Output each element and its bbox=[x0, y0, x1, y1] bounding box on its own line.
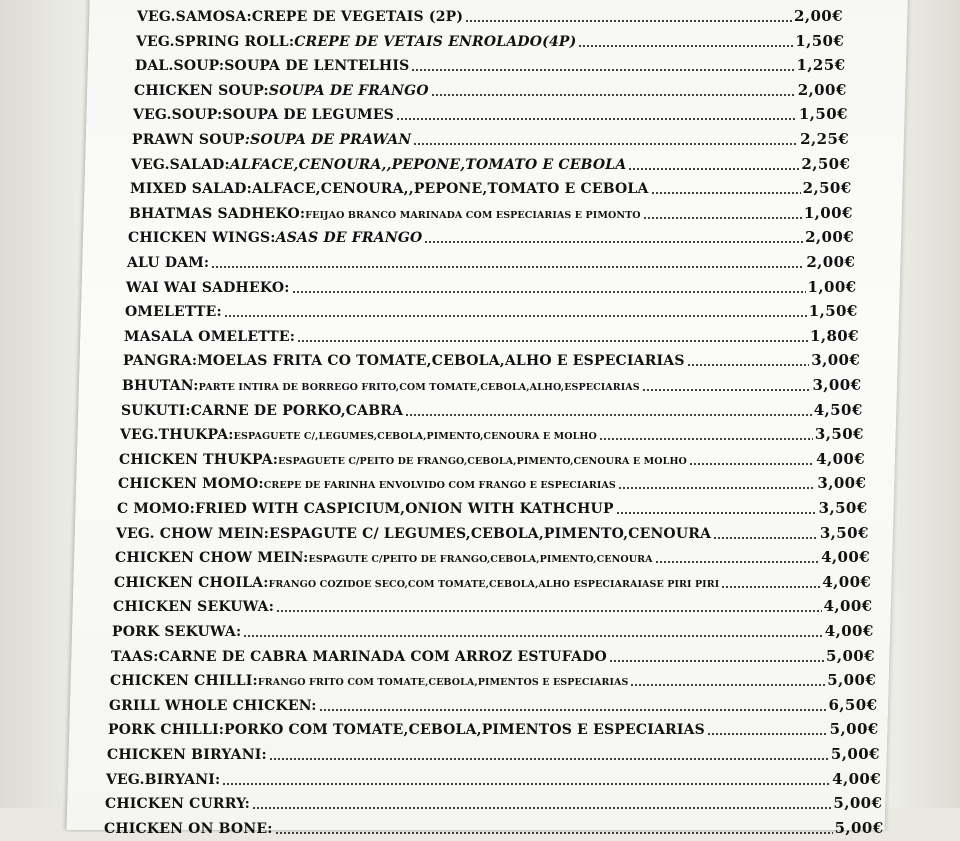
menu-item-price: 4,00€ bbox=[832, 769, 882, 788]
menu-item-row bbox=[118, 471, 866, 495]
dotted-leader bbox=[276, 610, 821, 612]
dotted-leader bbox=[275, 832, 833, 834]
menu-item-description: CARNE DE CABRA MARINADA COM ARROZ ESTUFADO bbox=[158, 648, 607, 665]
menu-item-row bbox=[120, 422, 864, 446]
menu-item-price: 1,50€ bbox=[795, 31, 845, 50]
menu-item-description: FRANGO FRITO COM TOMATE,CEBOLA,PIMENTOS E ESPECIARIAS bbox=[257, 677, 629, 689]
menu-item-name: PANGRA: bbox=[123, 353, 198, 370]
menu-item-row bbox=[107, 742, 880, 766]
menu-item-row bbox=[133, 102, 848, 126]
menu-item-row bbox=[119, 447, 865, 471]
menu-item-price: 1,00€ bbox=[803, 203, 853, 222]
menu-item-description: CARNE DE PORKO,CABRA bbox=[190, 402, 404, 419]
menu-item-price: 3,00€ bbox=[817, 474, 867, 493]
menu-item-price: 4,00€ bbox=[821, 548, 871, 567]
dotted-leader bbox=[413, 143, 798, 145]
dotted-leader bbox=[431, 94, 796, 96]
menu-item-description: ALFACE,CENOURA,,PEPONE,TOMATO E CEBOLA bbox=[251, 181, 649, 198]
dotted-leader bbox=[269, 758, 829, 760]
menu-item-row bbox=[131, 152, 850, 176]
menu-item-price: 5,00€ bbox=[829, 720, 879, 739]
menu-item-price: 5,00€ bbox=[834, 818, 884, 837]
menu-item-row bbox=[124, 324, 859, 348]
menu-item-description: ESPAGUETE C/,LEGUMES,CEBOLA,PIMENTO,CENOURA E MOLHO bbox=[233, 431, 597, 443]
menu-item-row bbox=[104, 816, 884, 840]
dotted-leader bbox=[252, 807, 831, 809]
menu-item-row bbox=[136, 29, 844, 53]
dotted-leader bbox=[411, 69, 794, 71]
menu-item-name: WAI WAI SADHEKO: bbox=[126, 279, 290, 296]
menu-item-name: DAL.SOUP: bbox=[135, 58, 225, 75]
menu-item-row bbox=[130, 176, 852, 200]
dotted-leader bbox=[578, 45, 793, 47]
menu-item-name: VEG.BIRYANI: bbox=[106, 771, 221, 788]
dotted-leader bbox=[628, 168, 799, 170]
menu-item-price: 2,00€ bbox=[794, 7, 843, 25]
menu-item-price: 6,50€ bbox=[828, 695, 878, 714]
menu-item-row bbox=[132, 127, 849, 151]
menu-item-name: PRAWN SOUP bbox=[132, 132, 245, 148]
menu-item-price: 1,00€ bbox=[807, 277, 857, 296]
menu-item-name: C MOMO: bbox=[117, 501, 195, 517]
dotted-leader bbox=[297, 340, 808, 342]
menu-item-price: 4,00€ bbox=[816, 449, 866, 468]
menu-item-price: 1,80€ bbox=[810, 326, 859, 345]
dotted-leader bbox=[396, 118, 797, 120]
dotted-leader bbox=[465, 20, 792, 22]
menu-item-name: SUKUTI: bbox=[121, 402, 191, 419]
menu-item-row bbox=[109, 693, 877, 717]
menu-item-row bbox=[125, 299, 858, 323]
menu-item-price: 3,50€ bbox=[819, 523, 869, 542]
menu-item-row bbox=[128, 225, 854, 249]
menu-item-price: 2,00€ bbox=[805, 228, 855, 247]
menu-item-price: 3,50€ bbox=[818, 499, 868, 517]
menu-item-price: 4,50€ bbox=[813, 400, 863, 419]
menu-item-name: BHUTAN: bbox=[122, 378, 199, 394]
dotted-leader bbox=[713, 537, 818, 539]
menu-item-name: PORK CHILLI: bbox=[108, 722, 225, 739]
menu-item-price: 5,00€ bbox=[827, 671, 877, 690]
menu-item-name: CHICKEN SEKUWA: bbox=[113, 599, 275, 616]
menu-item-name: CHICKEN THUKPA: bbox=[119, 451, 279, 468]
menu-item-row bbox=[122, 373, 861, 397]
menu-item-name: VEG.THUKPA: bbox=[120, 427, 234, 444]
menu-item-row bbox=[137, 4, 843, 28]
menu-item-name: CHICKEN CHILLI: bbox=[110, 673, 258, 690]
menu-item-row bbox=[111, 644, 875, 668]
menu-item-row bbox=[113, 594, 873, 618]
menu-item-row bbox=[129, 201, 853, 225]
menu-item-description: SOUPA DE LENTELHIS bbox=[224, 58, 410, 75]
menu-item-name: VEG.SOUP: bbox=[133, 107, 223, 124]
dotted-leader bbox=[707, 733, 828, 735]
menu-item-description: MOELAS FRITA CO TOMATE,CEBOLA,ALHO E ESPECIARIAS bbox=[197, 353, 685, 370]
menu-item-name: CHICKEN BIRYANI: bbox=[107, 747, 267, 763]
menu-item-price: 3,00€ bbox=[811, 351, 861, 370]
menu-item-row bbox=[127, 250, 855, 274]
menu-item-row bbox=[114, 570, 871, 594]
menu-item-description: PARTE INTIRA DE BORREGO FRITO,COM TOMATE,CEBOLA,ALHO,ESPECIARIAS bbox=[198, 382, 640, 393]
menu-item-row bbox=[108, 717, 879, 741]
menu-item-description: FRIED WITH CASPICIUM,ONION WITH KATHCHUP bbox=[194, 501, 614, 517]
menu-item-price: 4,00€ bbox=[822, 572, 872, 591]
dotted-leader bbox=[211, 266, 804, 268]
menu-item-name: OMELETTE: bbox=[125, 304, 222, 321]
dotted-leader bbox=[405, 414, 812, 416]
menu-item-row bbox=[105, 791, 882, 815]
menu-item-price: 2,00€ bbox=[806, 253, 856, 271]
menu-item-row bbox=[116, 521, 869, 545]
menu-item-price: 2,50€ bbox=[802, 179, 852, 198]
menu-item-name: CHICKEN SOUP: bbox=[134, 82, 269, 99]
menu-item-description: ESPAGUETE C/PEITO DE FRANGO,CEBOLA,PIMENTO,CENOURA E MOLHO bbox=[278, 455, 687, 467]
menu-item-description: SOUPA DE FRANGO bbox=[268, 82, 429, 99]
menu-item-description: ESPAGUTE C/PEITO DE FRANGO,CEBOLA,PIMENTO,CENOURA bbox=[308, 554, 653, 566]
dotted-leader bbox=[651, 192, 801, 194]
menu-item-price: 2,50€ bbox=[801, 154, 851, 173]
dotted-leader bbox=[689, 463, 814, 465]
menu-item-row bbox=[123, 348, 860, 372]
menu-item-row bbox=[112, 619, 874, 643]
dotted-leader bbox=[616, 512, 817, 514]
dotted-leader bbox=[630, 684, 825, 686]
menu-item-description: CREPE DE FARINHA ENVOLVIDO COM FRANGO E ESPECIARIAS bbox=[263, 480, 616, 492]
menu-item-price: 4,00€ bbox=[823, 597, 873, 616]
menu-item-price: 5,00€ bbox=[825, 646, 875, 665]
menu-item-description: ASAS DE FRANGO bbox=[275, 230, 423, 247]
menu-item-name: CHICKEN WINGS: bbox=[128, 230, 276, 247]
menu-item-name: CHICKEN CHOW MEIN: bbox=[115, 550, 309, 567]
dotted-leader bbox=[687, 364, 810, 366]
menu-item-price: 1,50€ bbox=[808, 302, 858, 321]
dotted-leader bbox=[599, 438, 813, 440]
dotted-leader bbox=[618, 487, 816, 489]
menu-item-name: VEG.SPRING ROLL: bbox=[136, 33, 295, 50]
menu-item-row bbox=[121, 398, 863, 422]
menu-item-price: 5,00€ bbox=[830, 745, 880, 763]
menu-item-price: 5,00€ bbox=[833, 794, 883, 813]
menu-item-description: FRANGO COZIDOE SECO,COM TOMATE,CEBOLA,ALHO ESPECIARAIASE PIRI PIRI bbox=[268, 578, 720, 590]
menu-item-name: CHICKEN CURRY: bbox=[105, 796, 250, 813]
dotted-leader bbox=[643, 217, 802, 219]
menu-item-row bbox=[117, 496, 868, 520]
menu-item-name: MIXED SALAD: bbox=[130, 181, 252, 198]
menu-item-row bbox=[110, 668, 876, 692]
dotted-leader bbox=[609, 660, 824, 662]
menu-item-price: 1,50€ bbox=[798, 105, 848, 124]
menu-item-name: GRILL WHOLE CHICKEN: bbox=[109, 697, 317, 714]
menu-item-name: PORK SEKUWA: bbox=[112, 624, 242, 640]
dotted-leader bbox=[292, 291, 806, 293]
menu-item-name: VEG.SAMOSA: bbox=[137, 9, 252, 25]
menu-item-description: ALFACE,CENOURA,,PEPONE,TOMATO E CEBOLA bbox=[229, 156, 627, 173]
dotted-leader bbox=[222, 783, 830, 785]
menu-item-row bbox=[106, 767, 881, 791]
menu-item-name: MASALA OMELETTE: bbox=[124, 328, 296, 345]
menu-item-name: ALU DAM: bbox=[127, 255, 210, 271]
menu-item-price: 3,50€ bbox=[814, 425, 864, 444]
menu-item-row bbox=[115, 545, 870, 569]
dotted-leader bbox=[319, 709, 827, 711]
menu-item-name: CHICKEN ON BONE: bbox=[104, 820, 273, 837]
dotted-leader bbox=[655, 561, 819, 563]
dotted-leader bbox=[721, 586, 820, 588]
menu-item-name: TAAS: bbox=[111, 648, 159, 665]
menu-item-name: CHICKEN MOMO: bbox=[118, 476, 264, 493]
menu-item-price: 4,00€ bbox=[824, 622, 874, 640]
menu-item-price: 1,25€ bbox=[796, 56, 846, 75]
menu-item-row bbox=[135, 53, 845, 77]
menu-item-price: 2,25€ bbox=[800, 130, 850, 148]
menu-item-description: PORKO COM TOMATE,CEBOLA,PIMENTOS E ESPECIARIAS bbox=[224, 722, 705, 739]
menu-item-name: VEG. CHOW MEIN: bbox=[116, 525, 270, 542]
menu-item-name: BHATMAS SADHEKO: bbox=[129, 205, 306, 222]
menu-item-name: VEG.SALAD: bbox=[131, 156, 230, 173]
menu-item-name: CHICKEN CHOILA: bbox=[114, 574, 269, 591]
menu-item-price: 2,00€ bbox=[797, 80, 847, 99]
dotted-leader bbox=[642, 389, 811, 391]
menu-item-description: SOUPA DE LEGUMES bbox=[222, 107, 394, 124]
dotted-leader bbox=[224, 315, 807, 317]
menu-item-row bbox=[126, 275, 857, 299]
menu-item-description: ESPAGUTE C/ LEGUMES,CEBOLA,PIMENTO,CENOURA bbox=[269, 525, 712, 542]
menu-item-description: CREPE DE VETAIS ENROLADO(4P) bbox=[294, 33, 577, 50]
menu-item-description: CREPE DE VEGETAIS (2P) bbox=[251, 9, 464, 25]
dotted-leader bbox=[424, 241, 803, 243]
dotted-leader bbox=[243, 635, 822, 637]
menu-item-row bbox=[134, 78, 847, 102]
menu-item-description: :SOUPA DE PRAWAN bbox=[244, 132, 412, 148]
menu-item-description: FEIJAO BRANCO MARINADA COM ESPECIARIAS E PIMONTO bbox=[305, 209, 641, 221]
menu-item-price: 3,00€ bbox=[812, 376, 862, 394]
